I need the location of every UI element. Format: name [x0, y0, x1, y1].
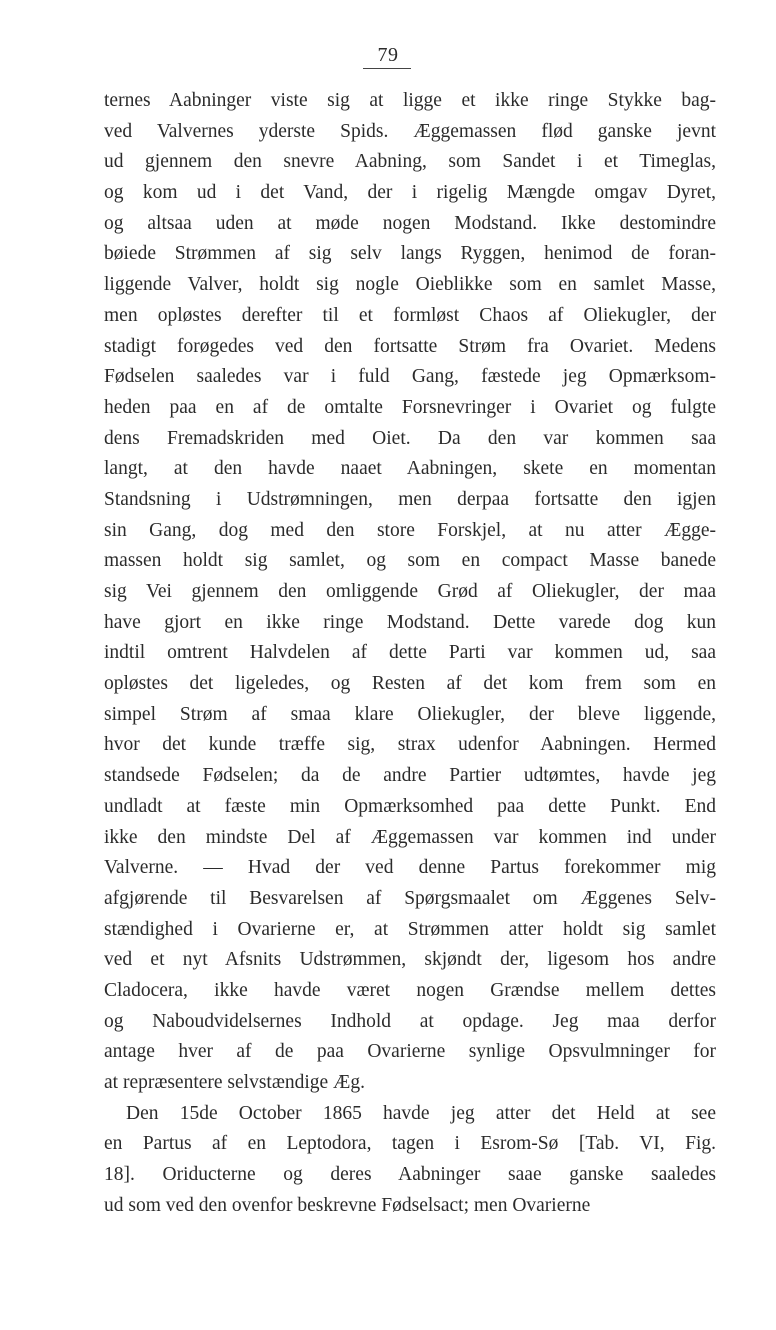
- text-line: sig Vei gjennem den omliggende Grød af Oliekugler, der maa: [104, 581, 716, 602]
- text-line: Den 15de October 1865 havde jeg atter det Held at see: [126, 1102, 716, 1124]
- text-line: dens Fremadskriden med Oiet. Da den var kommen saa: [104, 427, 716, 449]
- text-line: liggende Valver, holdt sig nogle Oieblikke som en samlet Masse,: [104, 274, 716, 296]
- text-line: ved et nyt Afsnits Udstrømmen, skjøndt der, ligesom hos andre: [104, 949, 716, 971]
- text-line: hvor det kunde træffe sig, strax udenfor Aabningen. Hermed: [104, 734, 716, 756]
- body-text: [104, 86, 716, 1221]
- text-line: 18]. Oriducterne og deres Aabninger saae ganske saaledes: [104, 1164, 716, 1186]
- text-line: at repræsentere selvstændige Æg.: [104, 1072, 366, 1093]
- text-line: ud gjennem den snevre Aabning, som Sandet i et Timeglas,: [104, 151, 716, 173]
- text-line: opløstes det ligeledes, og Resten af det kom frem som en: [104, 673, 716, 695]
- page-number: 79: [377, 44, 399, 66]
- text-line: en Partus af en Leptodora, tagen i Esrom-Sø [Tab. VI, Fig.: [104, 1133, 716, 1155]
- text-line: antage hver af de paa Ovarierne synlige Opsvulmninger for: [104, 1041, 716, 1063]
- page-number-underline: [363, 68, 411, 69]
- text-line: afgjørende til Besvarelsen af Spørgsmaalet om Æggenes Selv-: [104, 887, 716, 909]
- text-line: ternes Aabninger viste sig at ligge et ikke ringe Stykke bag-: [104, 90, 716, 111]
- text-line: og kom ud i det Vand, der i rigelig Mængde omgav Dyret,: [104, 182, 716, 204]
- text-line: ikke den mindste Del af Æggemassen var kommen ind under: [104, 826, 716, 848]
- text-line: ved Valvernes yderste Spids. Æggemassen flød ganske jevnt: [104, 120, 716, 142]
- text-line: men opløstes derefter til et formløst Chaos af Oliekugler, der: [104, 304, 716, 326]
- text-line: sin Gang, dog med den store Forskjel, at nu atter Ægge-: [104, 519, 716, 541]
- text-line: Standsning i Udstrømningen, men derpaa fortsatte den igjen: [104, 488, 716, 510]
- text-line: have gjort en ikke ringe Modstand. Dette varede dog kun: [104, 611, 716, 633]
- text-line: Fødselen saaledes var i fuld Gang, fæstede jeg Opmærksom-: [104, 366, 716, 388]
- text-line: og Naboudvidelsernes Indhold at opdage. Jeg maa derfor: [104, 1010, 716, 1032]
- text-line: langt, at den havde naaet Aabningen, skete en momentan: [104, 458, 716, 480]
- text-line: indtil omtrent Halvdelen af dette Parti var kommen ud, saa: [104, 642, 716, 664]
- text-line: undladt at fæste min Opmærksomhed paa dette Punkt. End: [104, 795, 716, 817]
- text-line: heden paa en af de omtalte Forsnevringer i Ovariet og fulgte: [104, 396, 716, 418]
- text-line: ud som ved den ovenfor beskrevne Fødselsact; men Ovarierne: [104, 1194, 591, 1216]
- text-line: Cladocera, ikke havde været nogen Grændse mellem dettes: [104, 979, 716, 1001]
- text-line: og altsaa uden at møde nogen Modstand. Ikke destomindre: [104, 212, 716, 234]
- text-line: Valverne. — Hvad der ved denne Partus forekommer mig: [104, 857, 716, 879]
- text-line: stændighed i Ovarierne er, at Strømmen atter holdt sig samlet: [104, 918, 716, 940]
- text-line: massen holdt sig samlet, og som en compact Masse banede: [104, 550, 716, 572]
- text-line: stadigt forøgedes ved den fortsatte Strøm fra Ovariet. Medens: [104, 335, 716, 357]
- text-line: standsede Fødselen; da de andre Partier udtømtes, havde jeg: [104, 765, 716, 787]
- text-line: simpel Strøm af smaa klare Oliekugler, der bleve liggende,: [104, 703, 716, 725]
- text-line: bøiede Strømmen af sig selv langs Ryggen, henimod de foran-: [104, 243, 716, 265]
